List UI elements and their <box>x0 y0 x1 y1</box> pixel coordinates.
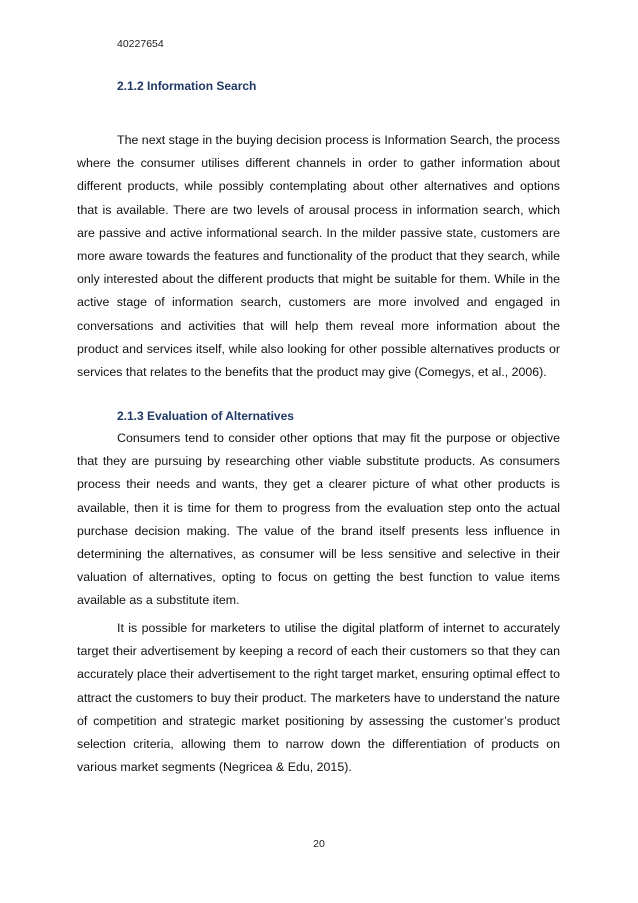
paragraph-evaluation-of-alternatives: Consumers tend to consider other options that may fit the purpose or objective that they are pursuing by researching other viable substitute products. As consumers process their needs and wants, they get a clearer picture of what other products is available, then it is time for them to progress from the evaluation step onto the actual purchase decision making. The value of the brand itself presents less influence in determining the alternatives, as consumer will be less sensitive and selective in their valuation of alternatives, opting to focus on getting the best function to value items available as a substitute item. <box>77 431 560 608</box>
paragraph-information-search: The next stage in the buying decision process is Information Search, the process where the consumer utilises different channels in order to gather information about different products, while possibly contemplating about other alternatives and options that is available. There are two levels of arousal process in information search, which are passive and active informational search. In the milder passive state, customers are more aware towards the features and functionality of the product that they search, while only interested about the different products that might be suitable for them. While in the active stage of information search, customers are more involved and engaged in conversations and activities that will help them reveal more information about the product and services itself, while also looking for other possible alternatives products or services that relates to the benefits that the product may give (Comegys, et al., 2006). <box>77 133 560 380</box>
section-heading-information-search: 2.1.2 Information Search <box>117 79 257 93</box>
paragraph-digital-platform: It is possible for marketers to utilise the digital platform of internet to accurately target their advertisement by keeping a record of each their customers so that they can accurately place their advertisement to the right target market, ensuring optimal effect to attract the customers to buy their product. The marketers have to understand the nature of competition and strategic market positioning by assessing the customer’s product selection criteria, allowing them to narrow down the differentiation of products on various market segments (Negricea & Edu, 2015). <box>77 621 560 775</box>
document-id: 40227654 <box>117 38 164 50</box>
section-heading-evaluation-of-alternatives: 2.1.3 Evaluation of Alternatives <box>117 409 294 423</box>
page-number: 20 <box>313 838 325 850</box>
